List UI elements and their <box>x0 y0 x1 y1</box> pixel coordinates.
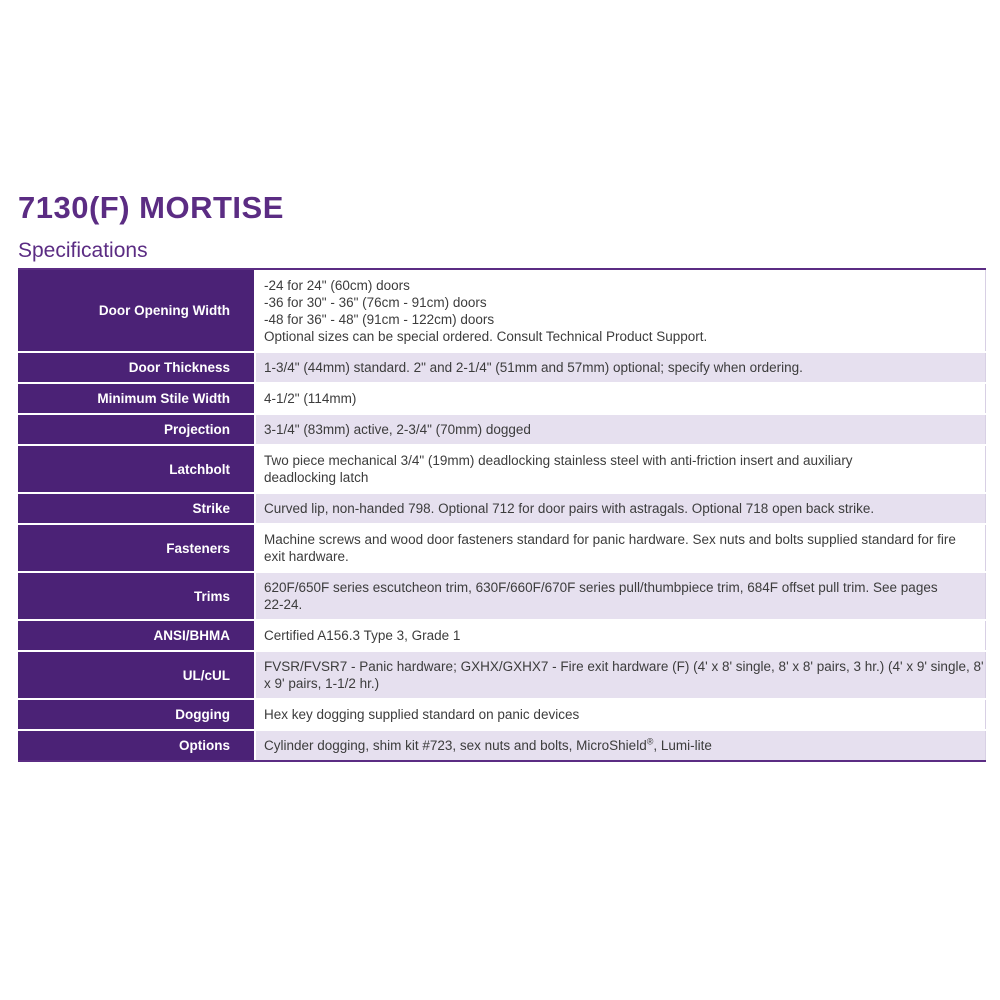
spec-value: 4-1/2" (114mm) <box>255 383 986 414</box>
spec-value-line: x 9' pairs, 1-1/2 hr.) <box>264 676 380 691</box>
spec-row-minimum-stile-width <box>18 383 986 414</box>
spec-value: Curved lip, non-handed 798. Optional 712 for door pairs with astragals. Optional 718 open back strike. <box>255 493 986 524</box>
spec-row-options <box>18 730 986 761</box>
section-subtitle: Specifications <box>18 239 148 262</box>
spec-value-line: -48 for 36" - 48" (91cm - 122cm) doors <box>264 311 495 327</box>
spec-row-door-opening-width <box>18 269 986 352</box>
specifications-table <box>18 268 986 762</box>
spec-label: Strike <box>18 493 255 524</box>
spec-row-projection <box>18 414 986 445</box>
spec-label: Fasteners <box>18 524 255 572</box>
spec-label: UL/cUL <box>18 651 255 699</box>
spec-value-line: -24 for 24" (60cm) doors <box>264 277 410 293</box>
spec-value-line: Two piece mechanical 3/4" (19mm) deadlocking stainless steel with anti-friction insert and auxiliary <box>264 453 853 468</box>
spec-value-line: exit hardware. <box>264 549 349 564</box>
spec-row-trims <box>18 572 986 620</box>
spec-value-line: 22-24. <box>264 597 303 612</box>
spec-value-line: 620F/650F series escutcheon trim, 630F/660F/670F series pull/thumbpiece trim, 684F offset pull trim. See pages <box>264 580 938 595</box>
spec-label: Minimum Stile Width <box>18 383 255 414</box>
spec-label: Dogging <box>18 699 255 730</box>
spec-value: 3-1/4" (83mm) active, 2-3/4" (70mm) dogged <box>255 414 986 445</box>
spec-row-dogging <box>18 699 986 730</box>
spec-label: Projection <box>18 414 255 445</box>
spec-value-line: Machine screws and wood door fasteners standard for panic hardware. Sex nuts and bolts supplied standard for fire <box>264 532 956 547</box>
spec-label: ANSI/BHMA <box>18 620 255 651</box>
spec-value <box>255 651 986 699</box>
spec-value <box>255 572 986 620</box>
spec-value <box>255 269 986 352</box>
spec-label: Door Opening Width <box>18 269 255 352</box>
spec-value <box>255 524 986 572</box>
spec-row-fasteners <box>18 524 986 572</box>
spec-value-line: deadlocking latch <box>264 470 369 485</box>
spec-value-line: Optional sizes can be special ordered. Consult Technical Product Support. <box>264 328 708 344</box>
spec-value-line: FVSR/FVSR7 - Panic hardware; GXHX/GXHX7 - Fire exit hardware (F) (4' x 8' single, 8' x 8' pairs, 3 hr.) (4' x 9' single, 8' <box>264 659 984 674</box>
spec-row-ansi-bhma <box>18 620 986 651</box>
spec-label: Options <box>18 730 255 761</box>
spec-value: Certified A156.3 Type 3, Grade 1 <box>255 620 986 651</box>
spec-row-strike <box>18 493 986 524</box>
spec-value <box>255 445 986 493</box>
spec-label: Latchbolt <box>18 445 255 493</box>
spec-row-ul-cul <box>18 651 986 699</box>
spec-value-text: Cylinder dogging, shim kit #723, sex nuts and bolts, MicroShield <box>264 738 647 753</box>
spec-value-line: -36 for 30" - 36" (76cm - 91cm) doors <box>264 294 487 310</box>
page-title: 7130(F) MORTISE <box>18 190 284 225</box>
registered-trademark-mark: ® <box>646 736 654 747</box>
spec-value-text: , Lumi-lite <box>653 738 712 753</box>
spec-row-latchbolt <box>18 445 986 493</box>
spec-value: 1-3/4" (44mm) standard. 2" and 2-1/4" (51mm and 57mm) optional; specify when ordering. <box>255 352 986 383</box>
spec-row-door-thickness <box>18 352 986 383</box>
spec-label: Door Thickness <box>18 352 255 383</box>
spec-value: Hex key dogging supplied standard on panic devices <box>255 699 986 730</box>
spec-value <box>255 730 986 761</box>
spec-label: Trims <box>18 572 255 620</box>
